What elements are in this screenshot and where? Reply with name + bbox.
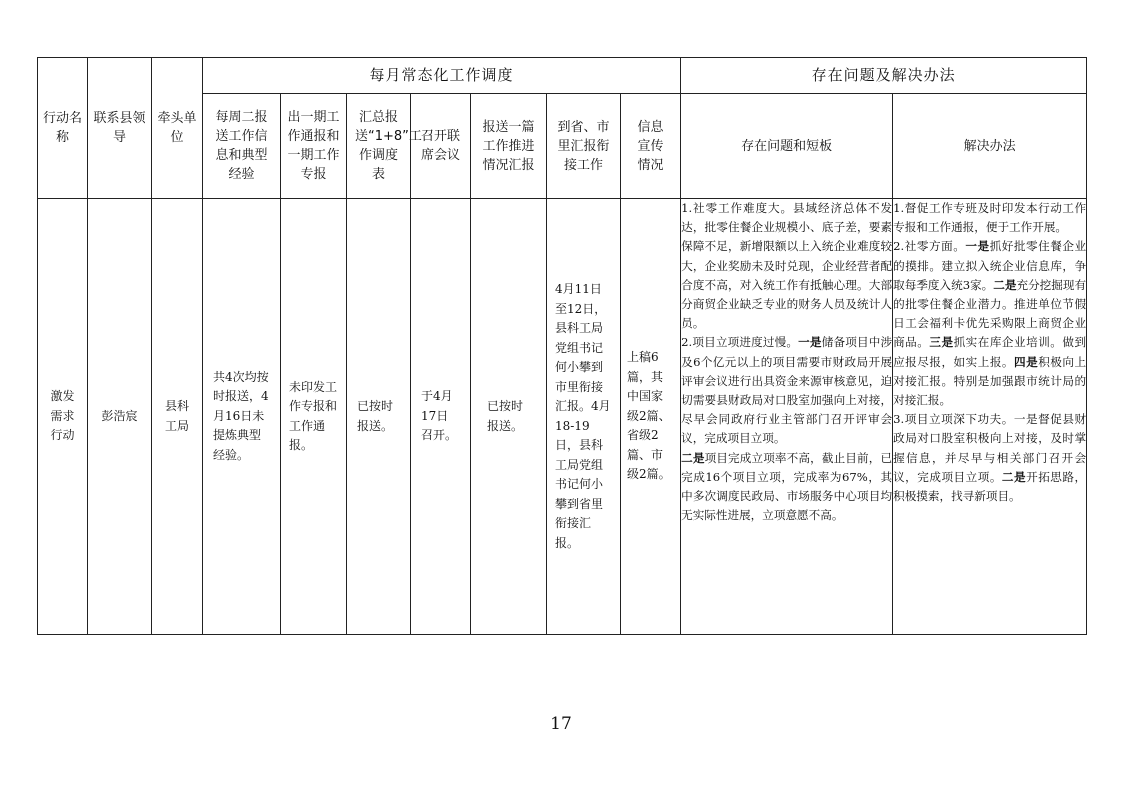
header-liaison-work: 到省、市里汇报衔接工作 <box>547 94 621 199</box>
cell-publicity: 上稿6篇，其中国家级2篇、省级2篇、市级2篇。 <box>621 199 681 635</box>
page-number: 17 <box>550 714 572 734</box>
header-joint-meeting: 召开联席会议 <box>411 94 471 199</box>
solution-3: 3.项目立项深下功夫。一是督促县财政局对口股室积极向上对接，及时掌握信息，并尽早与相关部门召开会议，完成项目立项。二是开拓思路，积极摸索，找寻新项目。 <box>893 412 1087 504</box>
cell-solutions <box>893 199 1087 635</box>
table-row <box>38 199 1087 635</box>
issue-2: 2.项目立项进度过慢。一是储备项目中涉及6个亿元以上的项目需要市财政局开展评审会议进行出具资金来源审核意见，迫切需要县财政局对口股室加强向上对接，尽早会同政府行业主管部门召开评审会议，完成项目立项。 <box>681 335 893 446</box>
cell-meeting: 于4月17日召开。 <box>411 199 471 635</box>
cell-liaison: 4月11日至12日，县科工局党组书记何小攀到市里衔接汇报。4月18-19日，县科工局党组书记何小攀到省里衔接汇报。 <box>547 199 621 635</box>
cell-lead-unit: 县科工局 <box>152 199 203 635</box>
header-publicity: 信息宣传情况 <box>621 94 681 199</box>
header-schedule-table: 汇总报送“1+8”工作调度表 <box>347 94 411 199</box>
header-action-name: 行动名称 <box>38 58 88 199</box>
header-monthly-schedule: 每月常态化工作调度 <box>203 58 681 94</box>
cell-schedule: 已按时报送。 <box>347 199 411 635</box>
header-lead-unit: 牵头单位 <box>152 58 203 199</box>
cell-action: 激发需求行动 <box>38 199 88 635</box>
cell-leader: 彭浩宸 <box>88 199 152 635</box>
cell-special: 未印发工作专报和工作通报。 <box>281 199 347 635</box>
header-county-leader: 联系县领导 <box>88 58 152 199</box>
cell-weekly: 共4次均按时报送，4月16日未提炼典型经验。 <box>203 199 281 635</box>
header-problems-solutions: 存在问题及解决办法 <box>681 58 1087 94</box>
issue-3: 二是项目完成立项率不高，截止目前，已完成16个项目立项，完成率为67%，其中多次调度民政局、市场服务中心项目均无实际性进展，立项意愿不高。 <box>681 450 893 523</box>
header-solutions: 解决办法 <box>893 94 1087 199</box>
cell-issues <box>681 199 893 635</box>
header-issues: 存在问题和短板 <box>681 94 893 199</box>
cell-report: 已按时报送。 <box>471 199 547 635</box>
work-schedule-table <box>37 57 1087 635</box>
solution-1: 1.督促工作专班及时印发本行动工作专报和工作通报，便于工作开展。 <box>893 201 1087 235</box>
solution-2: 2.社零方面。一是抓好批零住餐企业的摸排。建立拟入统企业信息库，争取每季度入统3家。二是充分挖掘现有的批零住餐企业潜力。推进单位节假日工会福利卡优先采购限上商贸企业商品。三是抓实在库企业培训。做到应报尽报，如实上报。四是积极向上对接汇报。特别是加强跟市统计局的对接汇报。 <box>893 239 1087 408</box>
header-progress-report: 报送一篇工作推进情况汇报 <box>471 94 547 199</box>
header-weekly-report: 每周二报送工作信息和典型经验 <box>203 94 281 199</box>
issue-1: 1.社零工作难度大。县域经济总体不发达，批零住餐企业规模小、底子差，要素保障不足，新增限额以上入统企业难度较大，企业奖励未及时兑现，企业经营者配合度不高，对入统工作有抵触心理。大部分商贸企业缺乏专业的财务人员及统计人员。 <box>681 201 893 331</box>
header-special-report: 出一期工作通报和一期工作专报 <box>281 94 347 199</box>
